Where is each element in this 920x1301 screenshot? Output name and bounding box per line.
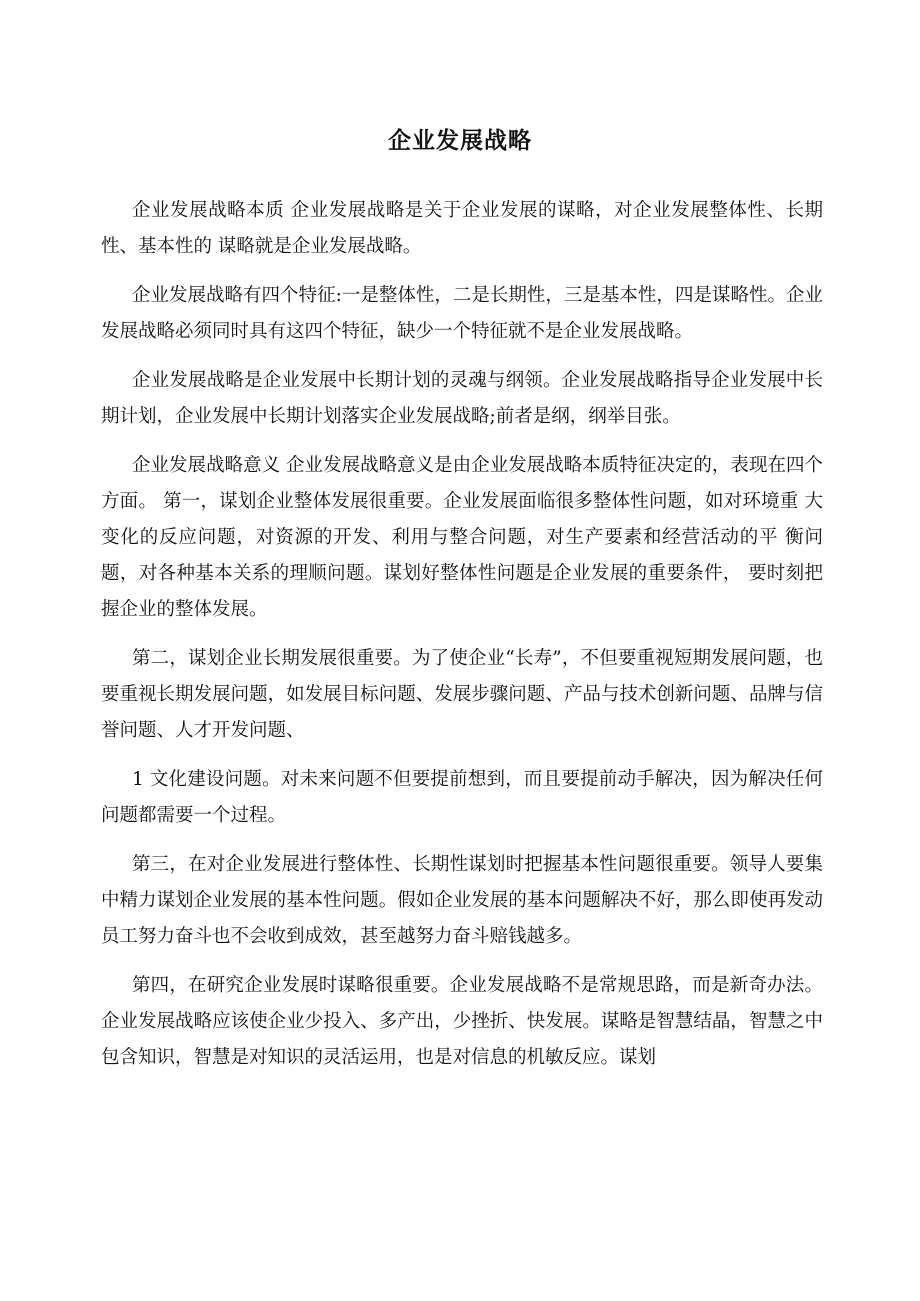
- paragraph-6: 1 文化建设问题。对未来问题不但要提前想到，而且要提前动手解决，因为解决任何问题都需要一个过程。: [101, 769, 823, 826]
- paragraph-4: 企业发展战略意义 企业发展战略意义是由企业发展战略本质特征决定的，表现在四个方面。 第一，谋划企业整体发展很重要。企业发展面临很多整体性问题，如对环境重 大变化的反应问题，对资源的开发、利用与整合问题，对生产要素和经营活动的平 衡问题，对各种基本关系的理顺问题。谋划好整体性问题是企业发展的重要条件， 要时刻把握企业的整体发展。: [101, 455, 823, 620]
- paragraph-7: 第三，在对企业发展进行整体性、长期性谋划时把握基本性问题很重要。领导人要集中精力谋划企业发展的基本性问题。假如企业发展的基本问题解决不好，那么即使再发动员工努力奋斗也不会收到成效，甚至越努力奋斗赔钱越多。: [101, 854, 823, 947]
- paragraph-2: 企业发展战略有四个特征:一是整体性，二是长期性，三是基本性，四是谋略性。企业发展战略必须同时具有这四个特征，缺少一个特征就不是企业发展战略。: [101, 285, 823, 342]
- document-title: 企业发展战略: [388, 127, 532, 154]
- paragraph-5: 第二，谋划企业长期发展很重要。为了使企业“长寿”，不但要重视短期发展问题，也要重视长期发展问题，如发展目标问题、发展步骤问题、产品与技术创新问题、品牌与信誉问题、人才开发问题、: [101, 648, 823, 741]
- paragraph-1: 企业发展战略本质 企业发展战略是关于企业发展的谋略，对企业发展整体性、长期性、基本性的 谋略就是企业发展战略。: [101, 200, 823, 257]
- paragraph-3: 企业发展战略是企业发展中长期计划的灵魂与纲领。企业发展战略指导企业发展中长期计划，企业发展中长期计划落实企业发展战略;前者是纲，纲举目张。: [101, 370, 823, 427]
- paragraph-8: 第四，在研究企业发展时谋略很重要。企业发展战略不是常规思路，而是新奇办法。企业发展战略应该使企业少投入、多产出，少挫折、快发展。谋略是智慧结晶，智慧之中包含知识，智慧是对知识的灵活运用，也是对信息的机敏反应。谋划: [101, 975, 823, 1068]
- document-body: [101, 193, 823, 1089]
